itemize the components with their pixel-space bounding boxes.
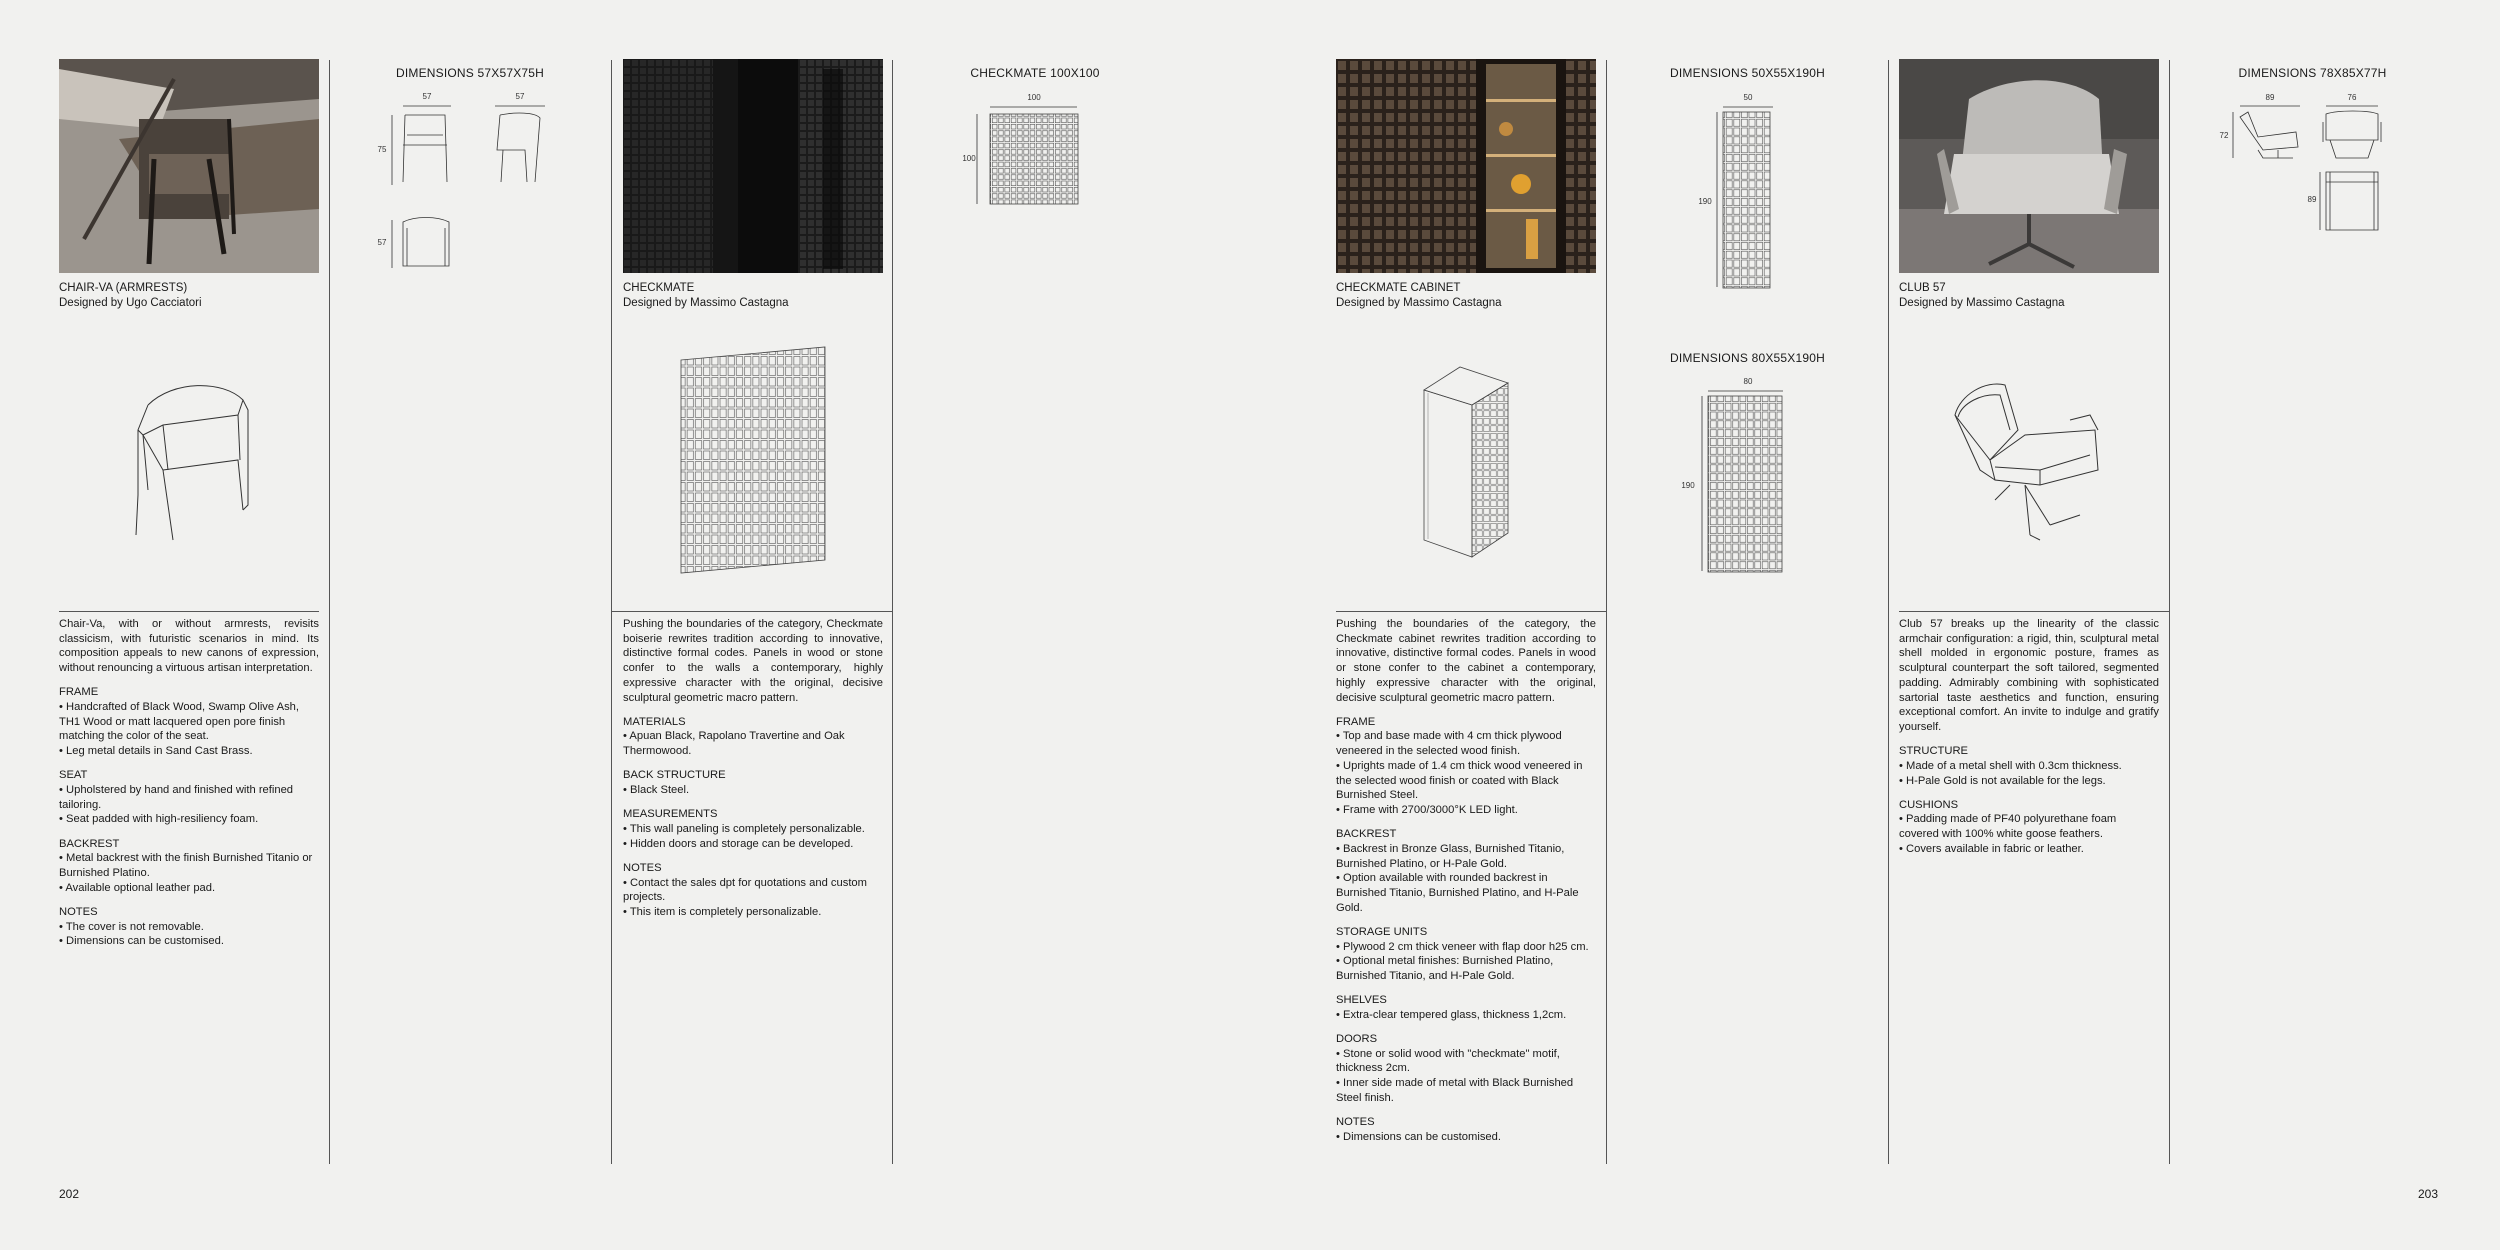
checkmate-cabinet-drawing <box>1420 365 1515 560</box>
bullet: • Uprights made of 1.4 cm thick wood veneered in the selected wood finish or coated with Black Burnished Steel. <box>1336 759 1583 802</box>
club-57-drawing <box>1950 375 2105 545</box>
cabinet-b-dimensions-title: DIMENSIONS 80X55X190H <box>1670 351 1825 365</box>
bullet: • Plywood 2 cm thick veneer with flap door h25 cm. <box>1336 940 1589 953</box>
chair-height-label: 75 <box>377 145 387 154</box>
cabinet-a-dimension-drawing <box>1695 92 1795 292</box>
bullet: • Option available with rounded backrest in Burnished Titanio, Burnished Platino, and H-Pale Gold. <box>1336 872 1579 914</box>
section-backrest <box>1336 827 1596 915</box>
club-top-label: 89 <box>2307 195 2317 204</box>
bullet: • Black Steel. <box>623 784 690 797</box>
bullet: • Dimensions can be customised. <box>1336 1130 1501 1143</box>
bullet: • Backrest in Bronze Glass, Burnished Titanio, Burnished Platino, or H-Pale Gold. <box>1336 842 1565 870</box>
section-doors <box>1336 1032 1596 1106</box>
section-notes <box>623 861 883 920</box>
column-divider <box>611 60 612 1164</box>
section-title: BACK STRUCTURE <box>623 769 726 782</box>
section-title: NOTES <box>59 905 98 918</box>
club-57-photo <box>1899 59 2159 273</box>
product-designer: Designed by Massimo Castagna <box>623 297 789 309</box>
bullet: • Leg metal details in Sand Cast Brass. <box>59 745 253 758</box>
cabinet-b-width-label: 80 <box>1743 377 1753 386</box>
section-title: BACKREST <box>1336 828 1397 841</box>
page-number-left: 202 <box>59 1187 80 1201</box>
checkmate-dimensions-title: CHECKMATE 100X100 <box>970 66 1100 80</box>
club-57-title <box>1899 281 2169 311</box>
club-57-dimensions-title: DIMENSIONS 78X85X77H <box>2238 66 2387 80</box>
divider <box>1336 611 1606 612</box>
bullet: • This wall paneling is completely personalizable. <box>623 822 865 835</box>
product-name: CHECKMATE CABINET <box>1336 282 1461 294</box>
chair-top-label: 57 <box>377 238 387 247</box>
checkmate-photo <box>623 59 883 273</box>
bullet: • Apuan Black, Rapolano Travertine and Oak Thermowood. <box>623 730 845 758</box>
checkmate-description <box>623 617 883 929</box>
product-designer: Designed by Ugo Cacciatori <box>59 297 202 309</box>
section-storage-units <box>1336 925 1596 984</box>
product-name: CHECKMATE <box>623 282 695 294</box>
section-shelves <box>1336 993 1596 1022</box>
section-notes <box>1336 1115 1596 1144</box>
bullet: • Hidden doors and storage can be developed. <box>623 837 854 850</box>
section-title: SEAT <box>59 769 88 782</box>
checkmate-cabinet-title <box>1336 281 1606 311</box>
section-back-structure <box>623 768 883 797</box>
cabinet-a-width-label: 50 <box>1743 93 1753 102</box>
section-structure <box>1899 744 2159 788</box>
page-number-right: 203 <box>2418 1187 2439 1201</box>
intro-text: Club 57 breaks up the linearity of the classic armchair configuration: a rigid, thin, sculptural metal shell molded in ergonomic posture, frames as sculptural counterpart the soft tailored, segmented padding. Admirably combining with sophisticated sartorial taste aesthetics and function, ensuring exceptional comfort. An invite to indulge and gratify yourself. <box>1899 618 2159 733</box>
bullet: • Padding made of PF40 polyurethane foam covered with 100% white goose feathers. <box>1899 813 2117 841</box>
section-materials <box>623 715 883 759</box>
chair-depth-label: 57 <box>515 92 525 101</box>
product-name: CHAIR-VA (ARMRESTS) <box>59 282 188 294</box>
divider <box>612 611 892 612</box>
section-title: MEASUREMENTS <box>623 808 718 821</box>
section-seat <box>59 768 319 827</box>
bullet: • Available optional leather pad. <box>59 881 216 894</box>
chair-dimensions-title: DIMENSIONS 57X57X75H <box>395 66 545 80</box>
column-divider <box>1606 60 1607 1164</box>
bullet: • Optional metal finishes: Burnished Platino, Burnished Titanio, and H-Pale Gold. <box>1336 955 1554 982</box>
club-57-dimension-drawings <box>2218 92 2383 242</box>
column-divider <box>2169 60 2170 1164</box>
chair-va-drawing <box>128 375 253 545</box>
section-title: DOORS <box>1336 1033 1378 1046</box>
section-title: STORAGE UNITS <box>1336 925 1428 938</box>
bullet: • Made of a metal shell with 0.3cm thickness. <box>1899 759 2122 772</box>
bullet: • Extra-clear tempered glass, thickness 1,2cm. <box>1336 1008 1567 1021</box>
column-divider <box>329 60 330 1164</box>
cabinet-a-dimensions-title: DIMENSIONS 50X55X190H <box>1670 66 1825 80</box>
chair-dimension-drawings <box>375 90 555 280</box>
checkmate-cabinet-description <box>1336 617 1596 1154</box>
section-title: STRUCTURE <box>1899 745 1968 758</box>
divider <box>1899 611 2169 612</box>
bullet: • Contact the sales dpt for quotations and custom projects. <box>623 876 867 904</box>
bullet: • This item is completely personalizable. <box>623 905 822 918</box>
section-notes <box>59 905 319 949</box>
section-title: FRAME <box>1336 715 1376 728</box>
chair-va-title <box>59 281 329 311</box>
section-frame <box>1336 715 1596 818</box>
chair-va-photo <box>59 59 319 273</box>
bullet: • The cover is not removable. <box>59 920 204 933</box>
column-divider <box>1888 60 1889 1164</box>
intro-text: Pushing the boundaries of the category, the Checkmate cabinet rewrites tradition according to innovative, distinctive formal codes. Panels in wood or stone confer to the cabinet a contemporary, highly expressive character with the original, decisive sculptural geometric macro pattern. <box>1336 618 1596 704</box>
bullet: • Stone or solid wood with "checkmate" motif, thickness 2cm. <box>1336 1047 1560 1075</box>
bullet: • Inner side made of metal with Black Burnished Steel finish. <box>1336 1077 1574 1104</box>
club-height-label: 72 <box>2219 131 2229 140</box>
bullet: • Handcrafted of Black Wood, Swamp Olive Ash, TH1 Wood or matt lacquered open pore finish matching the color of the seat. <box>59 701 300 743</box>
section-cushions <box>1899 798 2159 857</box>
intro-text: Chair-Va, with or without armrests, revisits classicism, with futuristic scenarios in mind. Its composition appeals to new canons of expression, without renouncing a virtuous artisan interpretation. <box>59 618 319 675</box>
checkmate-title <box>623 281 893 311</box>
bullet: • Top and base made with 4 cm thick plywood veneered in the selected wood finish. <box>1336 730 1562 758</box>
section-title: NOTES <box>1336 1116 1375 1129</box>
bullet: • Metal backrest with the finish Burnished Titanio or Burnished Platino. <box>59 852 313 880</box>
bullet: • Covers available in fabric or leather. <box>1899 842 2084 855</box>
club-width-label: 89 <box>2265 93 2275 102</box>
checkmate-height-label: 100 <box>962 154 976 163</box>
checkmate-drawing <box>678 345 828 575</box>
cabinet-b-height-label: 190 <box>1681 481 1695 490</box>
product-name: CLUB 57 <box>1899 282 1946 294</box>
section-frame <box>59 685 319 759</box>
bullet: • H-Pale Gold is not available for the legs. <box>1899 774 2106 787</box>
divider <box>59 611 319 612</box>
section-title: BACKREST <box>59 837 120 850</box>
chair-va-description <box>59 617 319 959</box>
section-title: CUSHIONS <box>1899 798 1959 811</box>
chair-width-label: 57 <box>422 92 432 101</box>
section-title: FRAME <box>59 686 99 699</box>
cabinet-b-dimension-drawing <box>1680 376 1790 576</box>
section-title: NOTES <box>623 861 662 874</box>
checkmate-width-label: 100 <box>1027 93 1041 102</box>
section-title: MATERIALS <box>623 715 686 728</box>
product-designer: Designed by Massimo Castagna <box>1899 297 2065 309</box>
column-divider <box>892 60 893 1164</box>
club-depth-label: 76 <box>2347 93 2357 102</box>
bullet: • Seat padded with high-resiliency foam. <box>59 813 259 826</box>
cabinet-a-height-label: 190 <box>1698 197 1712 206</box>
section-measurements <box>623 807 883 851</box>
product-designer: Designed by Massimo Castagna <box>1336 297 1502 309</box>
bullet: • Frame with 2700/3000°K LED light. <box>1336 803 1518 816</box>
intro-text: Pushing the boundaries of the category, Checkmate boiserie rewrites tradition according to innovative, distinctive formal codes. Panels in wood or stone confer to the walls a contemporary, highly expressive character with the original, decisive sculptural geometric macro pattern. <box>623 618 883 704</box>
section-title: SHELVES <box>1336 994 1387 1007</box>
bullet: • Upholstered by hand and finished with refined tailoring. <box>59 784 294 811</box>
checkmate-cabinet-photo <box>1336 59 1596 273</box>
bullet: • Dimensions can be customised. <box>59 935 224 948</box>
checkmate-dimension-drawing <box>960 92 1080 212</box>
club-57-description <box>1899 617 2159 866</box>
section-backrest <box>59 837 319 896</box>
